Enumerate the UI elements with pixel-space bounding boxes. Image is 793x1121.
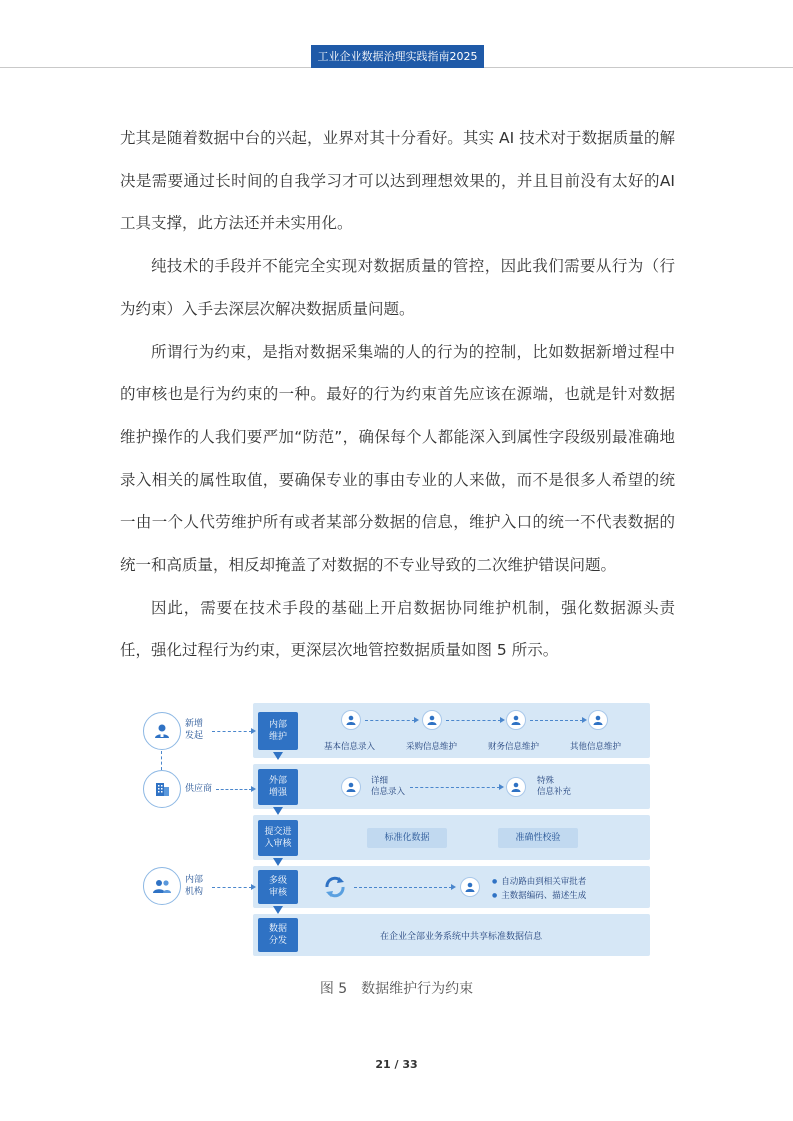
node-detail-icon (341, 777, 361, 797)
arrow-new-add (212, 731, 252, 732)
arrow-supplier (216, 789, 252, 790)
down-arrow-icon (273, 752, 283, 760)
figure-caption: 图 5 数据维护行为约束 (319, 981, 474, 997)
pill-accuracy-check: 准确性校验 (498, 828, 578, 848)
row1-arrow-1 (365, 720, 415, 721)
node-purchase-label: 采购信息维护 (406, 742, 458, 752)
row2-arrow (410, 787, 500, 788)
down-arrow-icon (273, 906, 283, 914)
stage-label-internal: 内部 维护 (258, 712, 298, 750)
pill-standardize: 标准化数据 (367, 828, 447, 848)
new-add-label: 新增 发起 (185, 719, 204, 741)
row1-arrow-3 (530, 720, 583, 721)
row1-arrow-2 (446, 720, 501, 721)
node-basic-info-icon (341, 710, 361, 730)
building-icon (153, 780, 171, 798)
stage-label-external: 外部 增强 (258, 769, 298, 805)
stage-label-submit: 提交进 入审核 (258, 820, 298, 856)
node-finance-icon (506, 710, 526, 730)
paragraph-3: 所谓行为约束，是指对数据采集端的人的行为的控制，比如数据新增过程中的审核也是行为约束的一种。最好的行为约束首先应该在源端，也就是针对数据维护操作的人我们要严加“防范”，确保每个人都能深入到属性字段级别最准确地录入相关的属性取值，要确保专业的事由专业的人来做，而不是很多人希望的统一由一个人代劳维护所有或者某部分数据的信息，维护入口的统一不代表数据的统一和高质量，相反却掩盖了对数据的不专业导致的二次维护错误问题。 (120, 342, 675, 575)
paragraph-4: 因此，需要在技术手段的基础上开启数据协同维护机制，强化数据源头责任，强化过程行为约束，更深层次地管控数据质量如图 5 所示。 (120, 598, 675, 660)
figure-diagram (140, 700, 652, 958)
node-special-label: 特殊 信息补充 (537, 776, 572, 797)
paragraph-1: 尤其是随着数据中台的兴起，业界对其十分看好。其实 AI 技术对于数据质量的解决是需要通过长时间的自我学习才可以达到理想效果的，并且目前没有太好的AI 工具支撑，此方法还并未实用化。 (120, 129, 675, 233)
node-purchase-icon (422, 710, 442, 730)
row4-arrow (354, 887, 452, 888)
body-text (120, 117, 675, 672)
arrow-internal (212, 887, 252, 888)
supplier-actor-circle (143, 770, 181, 808)
node-other-icon (588, 710, 608, 730)
stage-label-distribute: 数据 分发 (258, 918, 298, 952)
node-finance-label: 财务信息维护 (488, 742, 540, 752)
header-title: 工业企业数据治理实践指南2025 (311, 45, 484, 68)
connector-vertical (161, 751, 162, 770)
user-icon (153, 722, 171, 740)
down-arrow-icon (273, 807, 283, 815)
page-number: 21 / 33 (375, 1058, 418, 1071)
refresh-cycle-icon (322, 874, 348, 904)
node-special-icon (506, 777, 526, 797)
stage-label-review: 多级 审核 (258, 870, 298, 904)
distribute-text: 在企业全部业务系统中共享标准数据信息 (380, 932, 543, 942)
row-submit-review (253, 815, 650, 860)
node-detail-label: 详细 信息录入 (371, 776, 406, 797)
node-other-label: 其他信息维护 (570, 742, 622, 752)
supplier-label: 供应商 (185, 784, 213, 794)
node-basic-info-label: 基本信息录入 (324, 742, 376, 752)
users-icon (152, 877, 172, 895)
bullet-code-gen: ● 主数据编码、描述生成 (492, 889, 586, 901)
down-arrow-icon (273, 858, 283, 866)
new-add-actor-circle (143, 712, 181, 750)
paragraph-2: 纯技术的手段并不能完全实现对数据质量的管控，因此我们需要从行为（行为约束）入手去深层次解决数据质量问题。 (120, 257, 675, 318)
bullet-auto-route: ● 自动路由到相关审批者 (492, 875, 586, 887)
internal-label: 内部 机构 (185, 875, 204, 897)
node-approver-icon (460, 877, 480, 897)
internal-actor-circle (143, 867, 181, 905)
